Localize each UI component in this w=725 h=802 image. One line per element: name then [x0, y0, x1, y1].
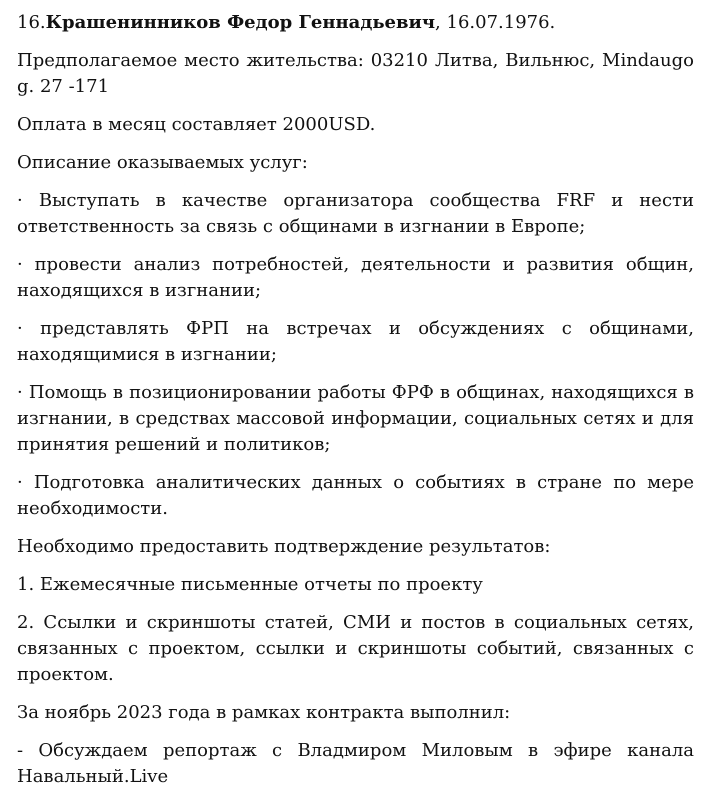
confirmation-item: 2. Ссылки и скриншоты статей, СМИ и постов в социальных сетях, связанных с проектом, ссылки и скриншоты событий, связанных с проектом. — [17, 612, 694, 685]
service-item: · представлять ФРП на встречах и обсуждениях с общинами, находящимися в изгнании; — [17, 318, 694, 365]
person-heading — [17, 10, 694, 36]
report-title: За ноябрь 2023 года в рамках контракта выполнил: — [17, 702, 511, 723]
payment-text: Оплата в месяц составляет 2000USD. — [17, 114, 376, 135]
birth-date: , 16.07.1976. — [435, 12, 556, 33]
service-item: · Подготовка аналитических данных о событиях в стране по мере необходимости. — [17, 472, 694, 519]
report-item: - Обсуждаем репортаж с Владмиром Миловым в эфире канала Навальный.Live — [17, 740, 694, 787]
entry-number: 16. — [17, 12, 46, 33]
service-item: · провести анализ потребностей, деятельности и развития общин, находящихся в изгнании; — [17, 254, 694, 301]
document-page — [17, 10, 694, 802]
confirmation-title: Необходимо предоставить подтверждение результатов: — [17, 536, 551, 557]
person-name: Крашенинников Федор Геннадьевич — [45, 12, 436, 33]
confirmation-item: 1. Ежемесячные письменные отчеты по проекту — [17, 574, 483, 595]
residence-text: Предполагаемое место жительства: 03210 Литва, Вильнюс, Mindaugo g. 27 -171 — [17, 50, 694, 97]
services-title: Описание оказываемых услуг: — [17, 152, 308, 173]
service-item: · Выступать в качестве организатора сообщества FRF и нести ответственность за связь с общинами в изгнании в Европе; — [17, 190, 694, 237]
service-item: · Помощь в позиционировании работы ФРФ в общинах, находящихся в изгнании, в средствах массовой информации, социальных сетях и для принятия решений и политиков; — [17, 382, 694, 455]
